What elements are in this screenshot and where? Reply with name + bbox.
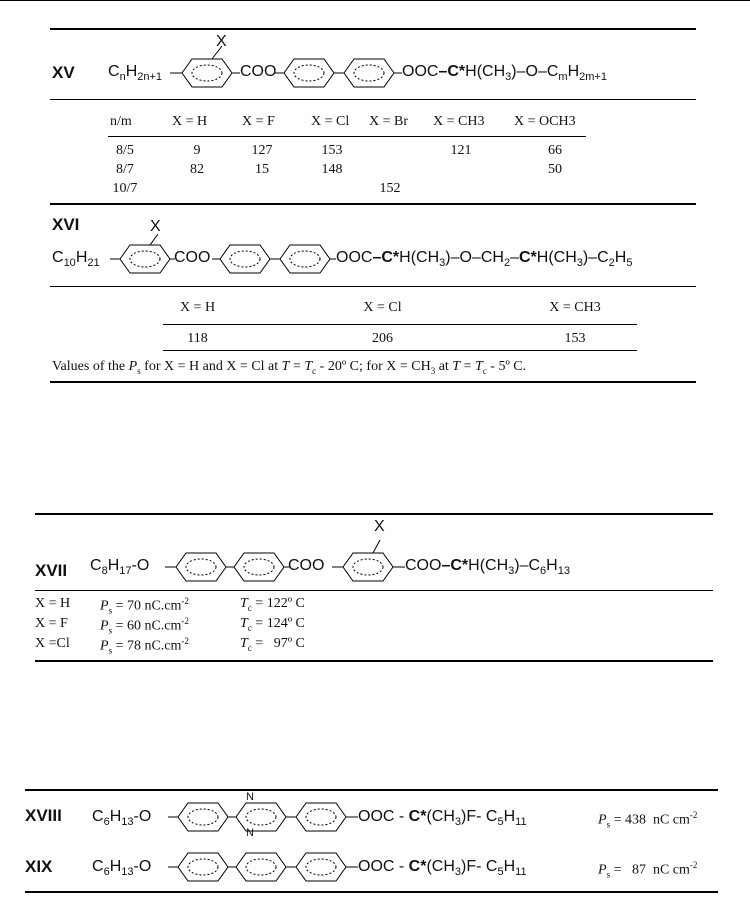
xvii-linker: COO [288,557,325,574]
xvi-note: Values of the $P_s$ for X = H and X = Cl at $T = T_c$ - 20º C; for $X = CH_3$ at $T = T_c$ - 5º C. [52,359,527,376]
xvi-right-part: OOC–$C*H(CH_3)-O-CH_2-C*H(CH_3)-C_2H_5$ [336,249,633,270]
xvi-header-ch3: X = CH3 [549,300,601,315]
xv-cell: 15 [255,162,269,177]
xv-cell: 82 [190,162,204,177]
xv-cell: 50 [548,162,562,177]
xvii-tc: $T_c$ = 97º C [240,636,305,653]
xvi-substituent: X [150,218,161,235]
xv-header-f: X = F [242,114,275,129]
xviii-ps: $P_s = 438$ nC $cm^{-2}$ [598,810,698,830]
xv-cell: 66 [548,143,562,158]
xv-left-chain: $C_nH_{2n+1}$ [108,63,163,84]
xv-cell: 153 [321,143,343,158]
xvii-left-chain: $C_8H_{17}-O$ [90,557,150,578]
xviii-right-part: OOC - $C*(CH_3)F-$ $C_5H_{11}$ [358,808,527,829]
xv-right-part: OOC–$C*H(CH_3)-O-C_mH_{2m+1}$ [402,63,607,84]
xix-benzene-ring-2 [236,853,286,881]
xvii-ps: $P_s = 78$ $nC.cm^{-2}$ [100,636,189,656]
xv-cell: 8/5 [116,143,134,158]
xvi-linker: COO [174,249,211,266]
xv-cell: 8/7 [116,162,134,177]
xv-linker: COO [240,63,277,80]
xix-left-chain: $C_6H_{13}-O$ [92,858,152,879]
xix-label: XIX [25,857,53,876]
xvii-x: X =Cl [35,636,70,651]
xv-header-br: X = Br [369,114,409,129]
xix-benzene-ring-1 [178,853,228,881]
xviii-label: XVIII [25,806,62,825]
xvii-label: XVII [35,561,68,580]
xix-ps: $P_s = 87$ nC $cm^{-2}$ [598,860,698,880]
xviii-n-atom-bottom: N [246,827,254,839]
xvi-value: 118 [187,331,208,346]
xix-benzene-ring-3 [296,853,346,881]
xv-header-cl: X = Cl [311,114,350,129]
xv-cell: 10/7 [112,181,138,196]
xviii-left-chain: $C_6H_{13}-O$ [92,808,152,829]
xvi-header-cl: X = Cl [363,300,402,315]
xv-header-nm: n/m [110,114,132,129]
xv-header-ch3: X = CH3 [433,114,485,129]
xvii-tc: $T_c$ = 122º C [240,596,305,613]
xvii-right-part: COO–$C*H(CH_3)-C_6H_{13}$ [405,557,570,578]
xviii-n-atom-top: N [246,791,254,803]
xix-right-part: OOC - $C*(CH_3)F-$ $C_5H_{11}$ [358,858,527,879]
xvii-ps: $P_s = 70$ $nC.cm^{-2}$ [100,596,189,616]
xvii-x: X = F [35,616,68,631]
xvi-value: 153 [564,331,586,346]
xix-bottom-rule [25,891,718,893]
xvii-x: X = H [35,596,71,611]
xv-cell: 9 [193,143,201,158]
xv-cell: 152 [379,181,401,196]
xvi-header-h: X = H [179,300,216,315]
xvii-substituent: X [374,518,385,535]
xv-cell: 127 [251,143,273,158]
xv-substituent: X [216,33,227,50]
xv-header-och3: X = OCH3 [514,114,576,129]
xv-cell: 148 [321,162,343,177]
xvi-left-chain: $C_{10}H_{21}$ [52,249,100,270]
xvii-ps: $P_s = 60$ $nC.cm^{-2}$ [100,616,189,636]
xvii-tc: $T_c$ = 124º C [240,616,305,633]
xv-label: XV [52,63,75,82]
xv-cell: 121 [450,143,472,158]
xvi-label: XVI [52,215,80,234]
xvi-value: 206 [372,331,393,346]
xv-header-h: X = H [172,114,208,129]
